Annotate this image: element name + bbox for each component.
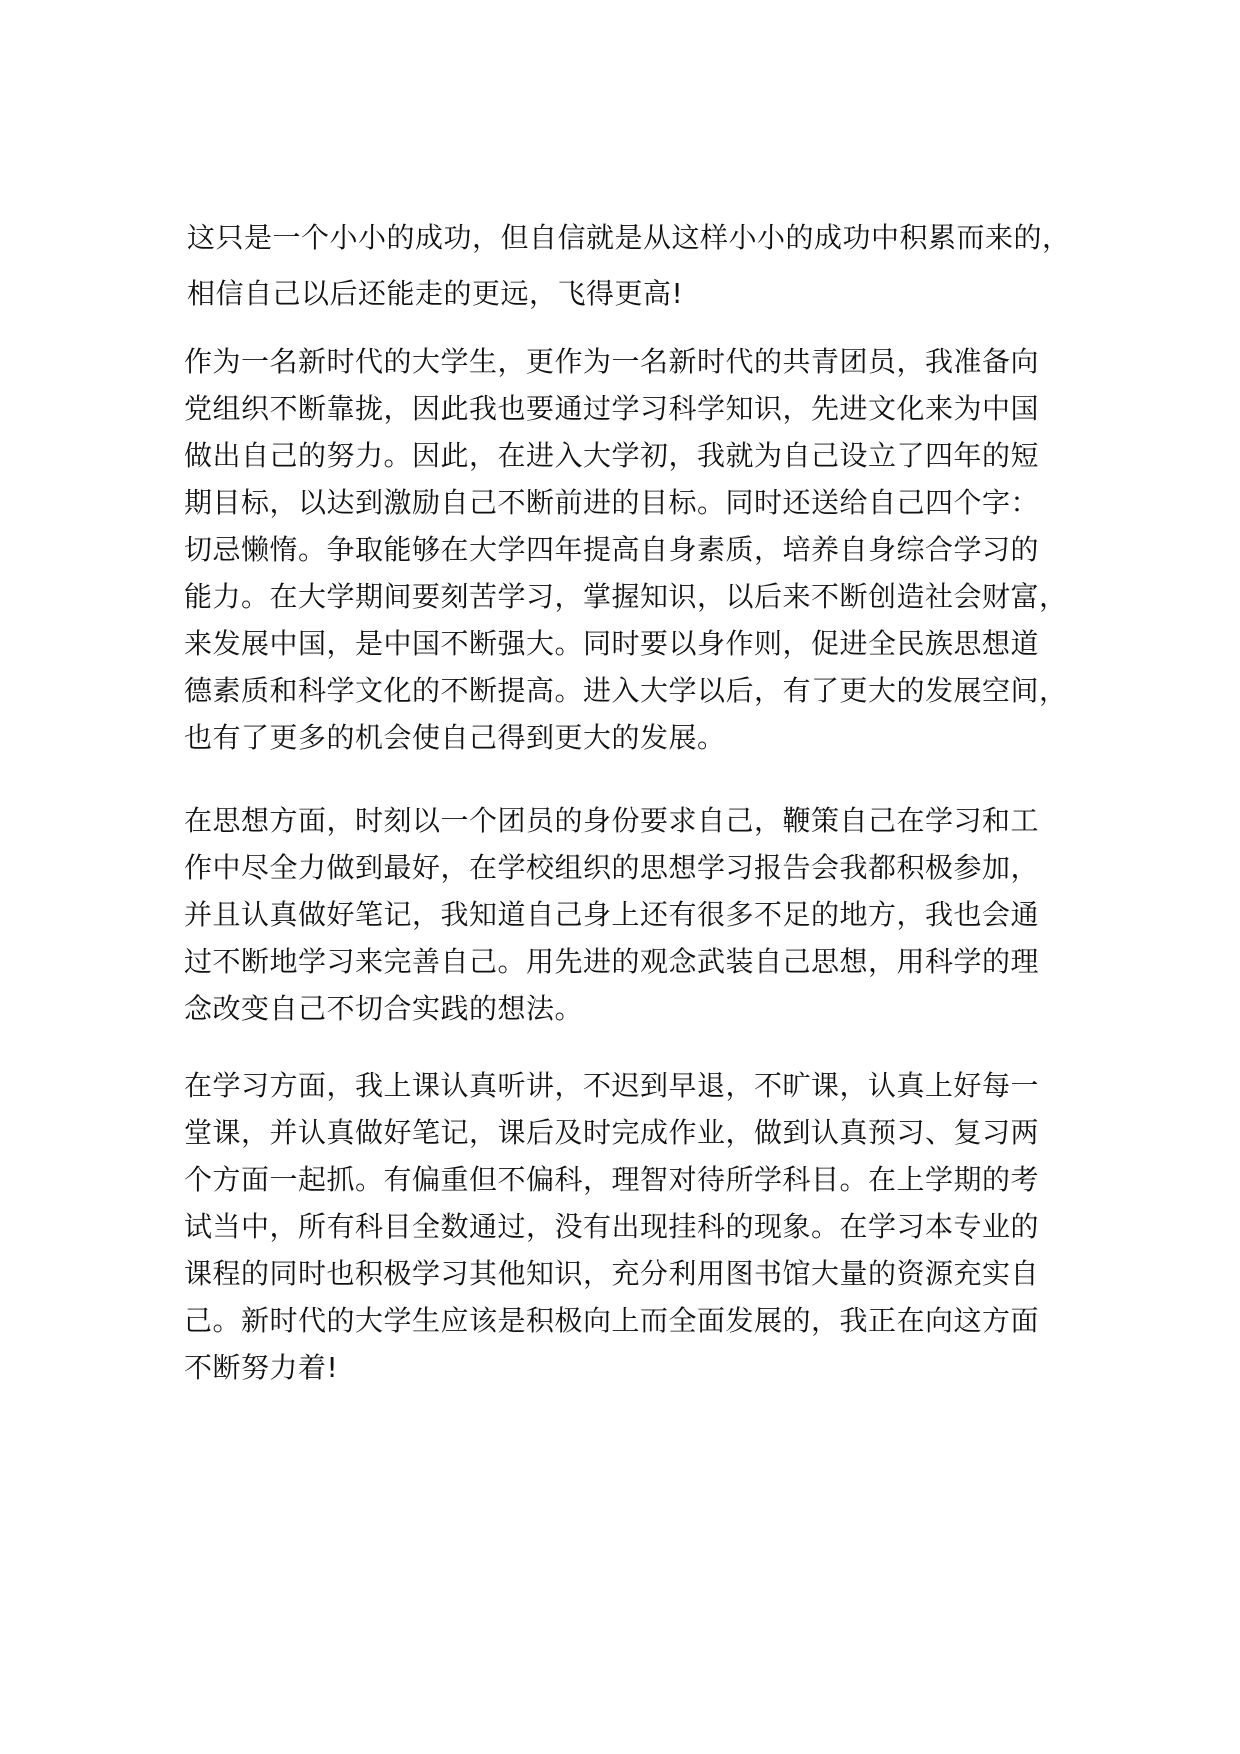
paragraph-4: 在学习方面，我上课认真听讲，不迟到早退，不旷课，认真上好每一 堂课，并认真做好笔记，课后及时完成作业，做到认真预习、复习两 个方面一起抓。有偏重但不偏科，理智对待所学科目。在上学期的考 试当中，所有科目全数通过，没有出现挂科的现象。在学习本专业的 课程的同时也积极学习其他知识，充分利用图书馆大量的资源充实自 己。新时代的大学生应该是积极向上而全面发展的，我正在向这方面 不断努力着!	[184, 1069, 1040, 1384]
paragraph-2: 作为一名新时代的大学生，更作为一名新时代的共青团员，我准备向 党组织不断靠拢，因此我也要通过学习科学知识，先进文化来为中国 做出自己的努力。因此，在进入大学初，我就为自己设立了四年的短 期目标，以达到激励自己不断前进的目标。同时还送给自己四个字： 切忌懒惰。争取能够在大学四年提高自身素质，培养自身综合学习的 能力。在大学期间要刻苦学习，掌握知识，以后来不断创造社会财富， 来发展中国，是中国不断强大。同时要以身作则，促进全民族思想道 德素质和科学文化的不断提高。进入大学以后，有了更大的发展空间， 也有了更多的机会使自己得到更大的发展。	[184, 345, 1068, 754]
paragraph-1: 这只是一个小小的成功，但自信就是从这样小小的成功中积累而来的， 相信自己以后还能走的更远，飞得更高!	[187, 221, 1071, 310]
document-body	[184, 210, 1074, 1391]
paragraph-3: 在思想方面，时刻以一个团员的身份要求自己，鞭策自己在学习和工 作中尽全力做到最好，在学校组织的思想学习报告会我都积极参加， 并且认真做好笔记，我知道自己身上还有很多不足的地方，我也会通 过不断地学习来完善自己。用先进的观念武装自己思想，用科学的理 念改变自己不切合实践的想法。	[184, 804, 1040, 1025]
